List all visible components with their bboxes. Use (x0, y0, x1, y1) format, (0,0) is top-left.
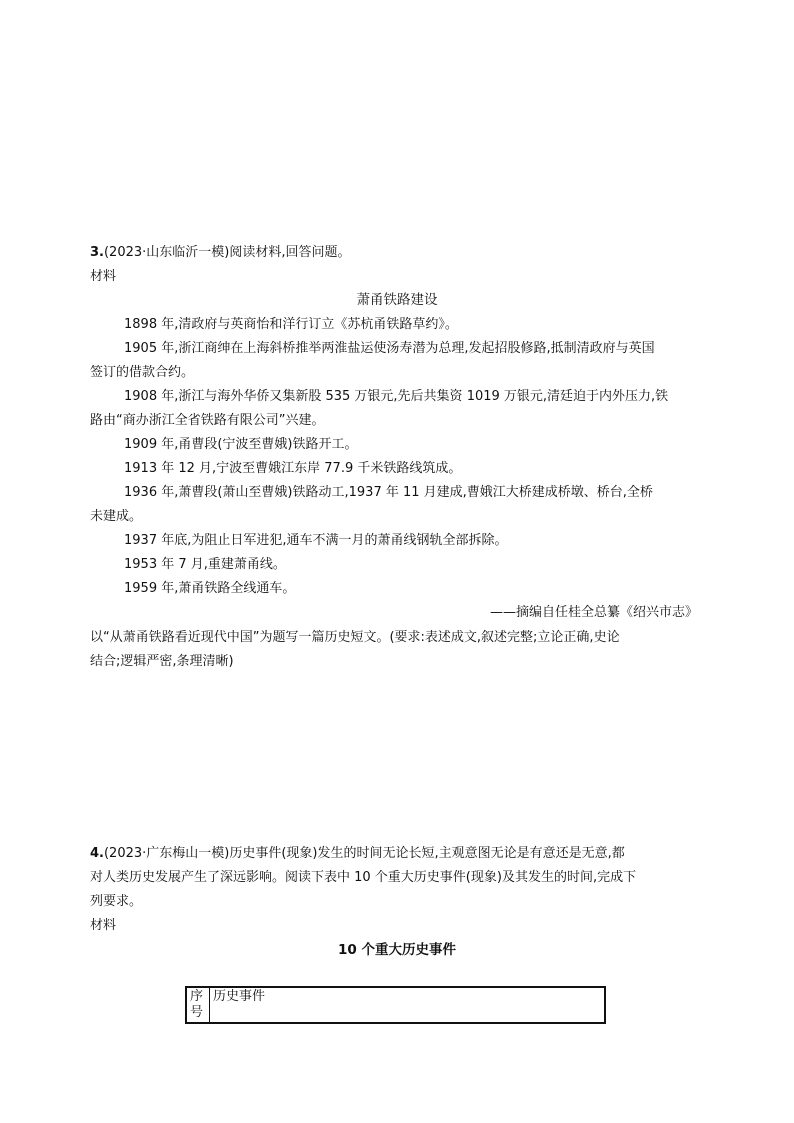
table-header-event: 历史事件 (210, 987, 606, 1023)
q4-header-line: 列要求。 (90, 894, 143, 909)
events-table (185, 986, 606, 1024)
q3-source: ——摘编自任桂全总纂《绍兴市志》 (489, 605, 698, 620)
q4-header (90, 845, 625, 863)
q3-header-text: (2023·山东临沂一模)阅读材料,回答问题。 (103, 245, 351, 260)
q3-paragraph: 1905 年,浙江商绅在上海斜桥推举两淮盐运使汤寿潜为总理,发起招股修路,抵制清政府与英国 (124, 341, 655, 356)
q3-paragraph: 路由“商办浙江全省铁路有限公司”兴建。 (90, 413, 325, 428)
q3-header (90, 244, 350, 262)
q3-paragraph: 1913 年 12 月,宁波至曹娥江东岸 77.9 千米铁路线筑成。 (124, 461, 462, 476)
q4-number: 4. (90, 846, 104, 861)
q3-paragraph: 未建成。 (90, 509, 143, 524)
q4-header-line: 对人类历史发展产生了深远影响。阅读下表中 10 个重大历史事件(现象)及其发生的时间,完成下 (90, 870, 637, 885)
q4-header-text: (2023·广东梅山一模)历史事件(现象)发生的时间无论长短,主观意图无论是有意还是无意,都 (103, 846, 625, 861)
q3-title: 萧甬铁路建设 (356, 292, 438, 308)
q3-paragraph: 1898 年,清政府与英商怡和洋行订立《苏杭甬铁路草约》。 (124, 317, 458, 332)
q3-material-label: 材料 (90, 269, 117, 284)
q3-number: 3. (90, 245, 104, 260)
q3-task-line: 以“从萧甬铁路看近现代中国”为题写一篇历史短文。(要求:表述成文,叙述完整;立论正确,史论 (90, 630, 620, 645)
q3-paragraph: 1937 年底,为阻止日军进犯,通车不满一月的萧甬线钢轨全部拆除。 (124, 533, 508, 548)
q3-task-line: 结合;逻辑严密,条理清晰) (90, 654, 234, 669)
table-header-index: 序号 (186, 987, 210, 1023)
q3-paragraph: 1953 年 7 月,重建萧甬线。 (124, 557, 286, 572)
q3-paragraph: 1909 年,甬曹段(宁波至曹娥)铁路开工。 (124, 437, 358, 452)
q3-paragraph: 签订的借款合约。 (90, 365, 195, 380)
q3-paragraph: 1936 年,萧曹段(萧山至曹娥)铁路动工,1937 年 11 月建成,曹娥江大桥建成桥墩、桥台,全桥 (124, 485, 653, 500)
q4-table-title: 10 个重大历史事件 (338, 942, 456, 958)
q3-paragraph: 1908 年,浙江与海外华侨又集新股 535 万银元,先后共集资 1019 万银元,清廷迫于内外压力,铁 (124, 389, 669, 404)
q3-paragraph: 1959 年,萧甬铁路全线通车。 (124, 581, 296, 596)
table-header-row (186, 987, 605, 1023)
q4-material-label: 材料 (90, 918, 117, 933)
